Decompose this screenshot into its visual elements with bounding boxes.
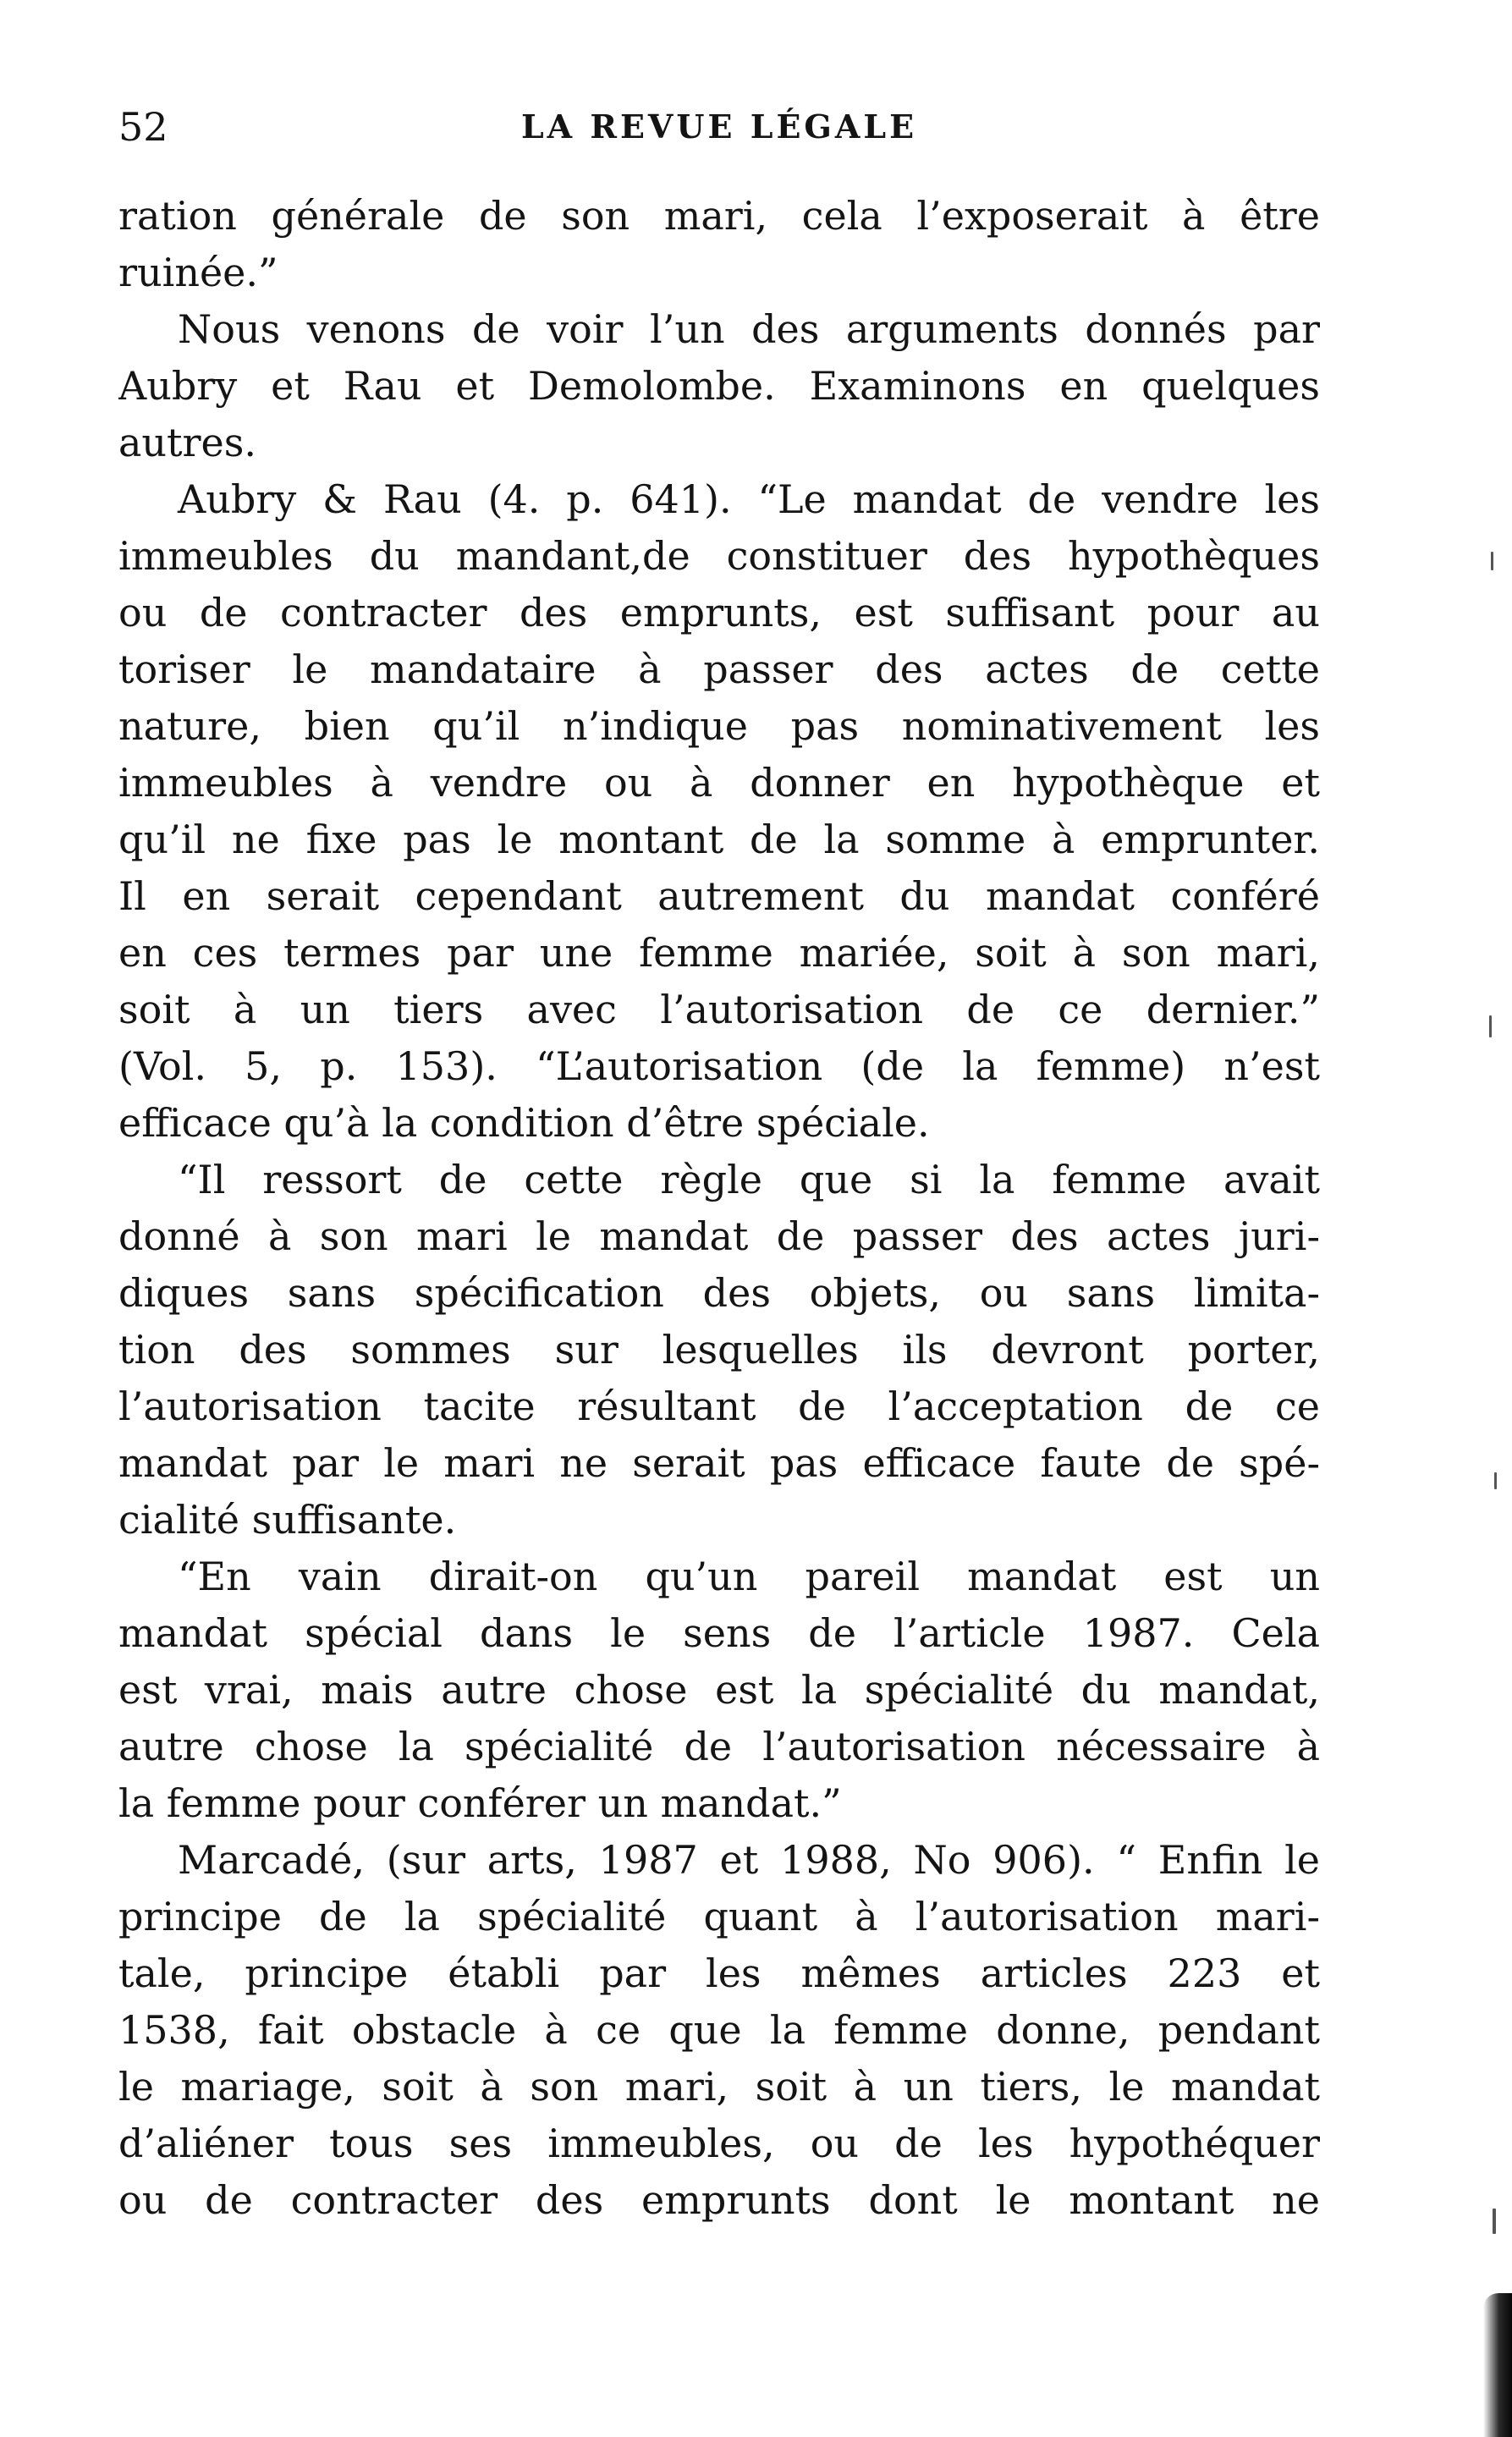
text-line: “En vain dirait-on qu’un pareil mandat est un xyxy=(178,1554,1320,1599)
text-line: Marcadé, (sur arts, 1987 et 1988, No 906). “ Enfin le xyxy=(178,1837,1320,1883)
scan-speck xyxy=(1494,1472,1497,1489)
text-line: la femme pour conférer un mandat.” xyxy=(118,1780,842,1826)
text-line: immeubles à vendre ou à donner en hypothèque et xyxy=(118,760,1320,806)
text-line: tale, principe établi par les mêmes articles 223 et xyxy=(118,1950,1320,1996)
scan-edge-blot xyxy=(1483,2293,1512,2437)
text-line: principe de la spécialité quant à l’autorisation mari- xyxy=(118,1894,1320,1939)
text-line: d’aliéner tous ses immeubles, ou de les hypothéquer xyxy=(118,2121,1320,2166)
text-line: toriser le mandataire à passer des actes de cette xyxy=(118,646,1320,692)
text-line: (Vol. 5, p. 153). “L’autorisation (de la femme) n’est xyxy=(118,1043,1320,1089)
text-line: ou de contracter des emprunts dont le montant ne xyxy=(118,2177,1320,2223)
text-line: 1538, fait obstacle à ce que la femme donne, pendant xyxy=(118,2007,1320,2053)
text-line: “Il ressort de cette règle que si la femme avait xyxy=(178,1157,1320,1202)
body-text xyxy=(118,188,1320,2229)
text-line: Aubry et Rau et Demolombe. Examinons en quelques xyxy=(118,363,1320,409)
text-line: qu’il ne fixe pas le montant de la somme à emprunter. xyxy=(118,817,1320,862)
text-line: en ces termes par une femme mariée, soit à son mari, xyxy=(118,930,1320,976)
text-line: diques sans spécification des objets, ou sans limita- xyxy=(118,1270,1320,1316)
page-number: 52 xyxy=(118,104,168,150)
text-line: donné à son mari le mandat de passer des actes juri- xyxy=(118,1213,1320,1259)
text-line: le mariage, soit à son mari, soit à un tiers, le mandat xyxy=(118,2064,1320,2110)
page-header xyxy=(118,93,1320,161)
text-line: Il en serait cependant autrement du mandat conféré xyxy=(118,873,1320,919)
scan-speck xyxy=(1489,1015,1492,1037)
scan-speck xyxy=(1491,552,1493,570)
text-line: ration générale de son mari, cela l’exposerait à être xyxy=(118,193,1320,239)
running-title: LA REVUE LÉGALE xyxy=(520,107,918,146)
text-line: soit à un tiers avec l’autorisation de ce dernier.” xyxy=(118,987,1320,1032)
text-line: mandat spécial dans le sens de l’article 1987. Cela xyxy=(118,1610,1320,1656)
scan-speck xyxy=(1493,2209,1496,2234)
text-line: Aubry & Rau (4. p. 641). “Le mandat de vendre les xyxy=(178,476,1320,522)
text-line: ruinée.” xyxy=(118,250,278,295)
text-line: efficace qu’à la condition d’être spéciale. xyxy=(118,1100,930,1146)
text-line: immeubles du mandant,de constituer des hypothèques xyxy=(118,533,1320,579)
text-line: est vrai, mais autre chose est la spécialité du mandat, xyxy=(118,1667,1320,1713)
text-line: tion des sommes sur lesquelles ils devront porter, xyxy=(118,1327,1320,1373)
text-line: autres. xyxy=(118,420,256,465)
text-line: mandat par le mari ne serait pas efficace faute de spé- xyxy=(118,1440,1320,1486)
text-line: nature, bien qu’il n’indique pas nominativement les xyxy=(118,703,1320,749)
text-line: l’autorisation tacite résultant de l’acceptation de ce xyxy=(118,1384,1320,1429)
text-line: autre chose la spécialité de l’autorisation nécessaire à xyxy=(118,1724,1320,1769)
text-line: cialité suffisante. xyxy=(118,1497,457,1543)
text-line: ou de contracter des emprunts, est suffisant pour au xyxy=(118,590,1320,635)
text-line: Nous venons de voir l’un des arguments donnés par xyxy=(178,306,1320,352)
